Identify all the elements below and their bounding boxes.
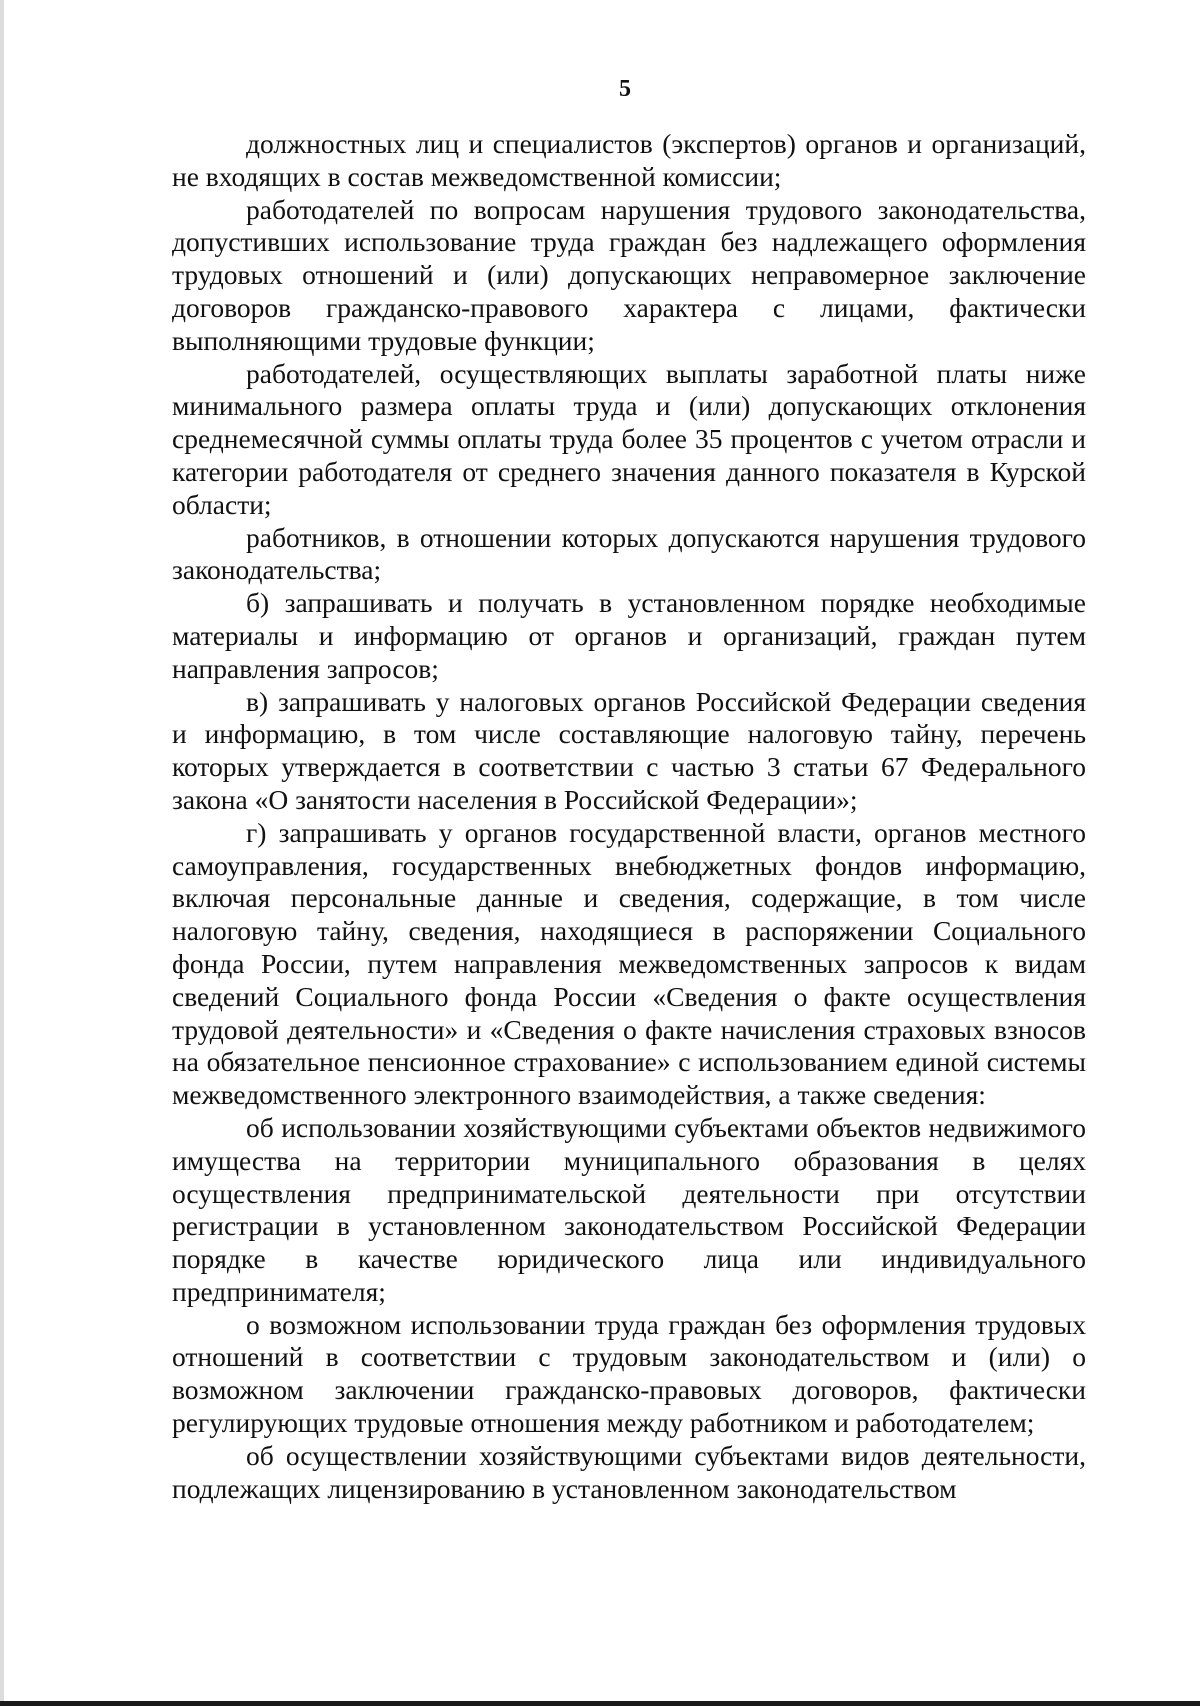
scan-edge-left — [0, 0, 4, 1706]
paragraph-employers-low-wages: работодателей, осуществляющих выплаты заработной платы ниже минимального размера оплаты труда и (или) допускающих отклонения среднемесячной суммы оплаты труда более 35 процентов с учетом отрасли и категории работодателя от среднего значения данного показателя в Курской области; — [172, 357, 1086, 520]
scan-edge-bottom — [0, 1701, 1200, 1706]
paragraph-employers-labor-violations: работодателей по вопросам нарушения трудового законодательства, допустивших использование труда граждан без надлежащего оформления трудовых отношений и (или) допускающих неправомерное заключение договоров гражданско-правового характера с лицами, фактически выполняющими трудовые функции; — [172, 193, 1086, 356]
paragraph-informal-labor: о возможном использовании труда граждан без оформления трудовых отношений в соответствии с трудовым законодательством и (или) о возможном заключении гражданско-правовых договоров, фактически регулирующих трудовые отношения между работником и работодателем; — [172, 1308, 1086, 1439]
paragraph-licensed-activities: об осуществлении хозяйствующими субъектами видов деятельности, подлежащих лицензированию в установленном законодательством — [172, 1439, 1086, 1504]
paragraph-real-estate-use: об использовании хозяйствующими субъектами объектов недвижимого имущества на территории муниципального образования в целях осуществления предпринимательской деятельности при отсутствии регистрации в установленном законодательством Российской Федерации порядке в качестве юридического лица или индивидуального предпринимателя; — [172, 1111, 1086, 1307]
paragraph-item-v: в) запрашивать у налоговых органов Российской Федерации сведения и информацию, в том числе составляющие налоговую тайну, перечень которых утверждается в соответствии с частью 3 статьи 67 Федерального закона «О занятости населения в Российской Федерации»; — [172, 685, 1086, 815]
paragraph-officials-specialists: должностных лиц и специалистов (экспертов) органов и организаций, не входящих в состав межведомственной комиссии; — [172, 128, 1086, 192]
document-body — [172, 128, 1086, 1505]
paragraph-workers: работников, в отношении которых допускаются нарушения трудового законодательства; — [172, 521, 1086, 586]
page-number: 5 — [619, 76, 631, 102]
paragraph-item-b: б) запрашивать и получать в установленном порядке необходимые материалы и информацию от органов и организаций, граждан путем направления запросов; — [172, 587, 1086, 684]
paragraph-item-g: г) запрашивать у органов государственной власти, органов местного самоуправления, государственных внебюджетных фондов информацию, включая персональные данные и сведения, содержащие, в том числе налоговую тайну, сведения, находящиеся в распоряжении Социального фонда России, путем направления межведомственных запросов к видам сведений Социального фонда России «Сведения о факте осуществления трудовой деятельности» и «Сведения о факте начисления страховых взносов на обязательное пенсионное страхование» с использованием единой системы межведомственного электронного взаимодействия, а также сведения: — [172, 816, 1086, 1111]
